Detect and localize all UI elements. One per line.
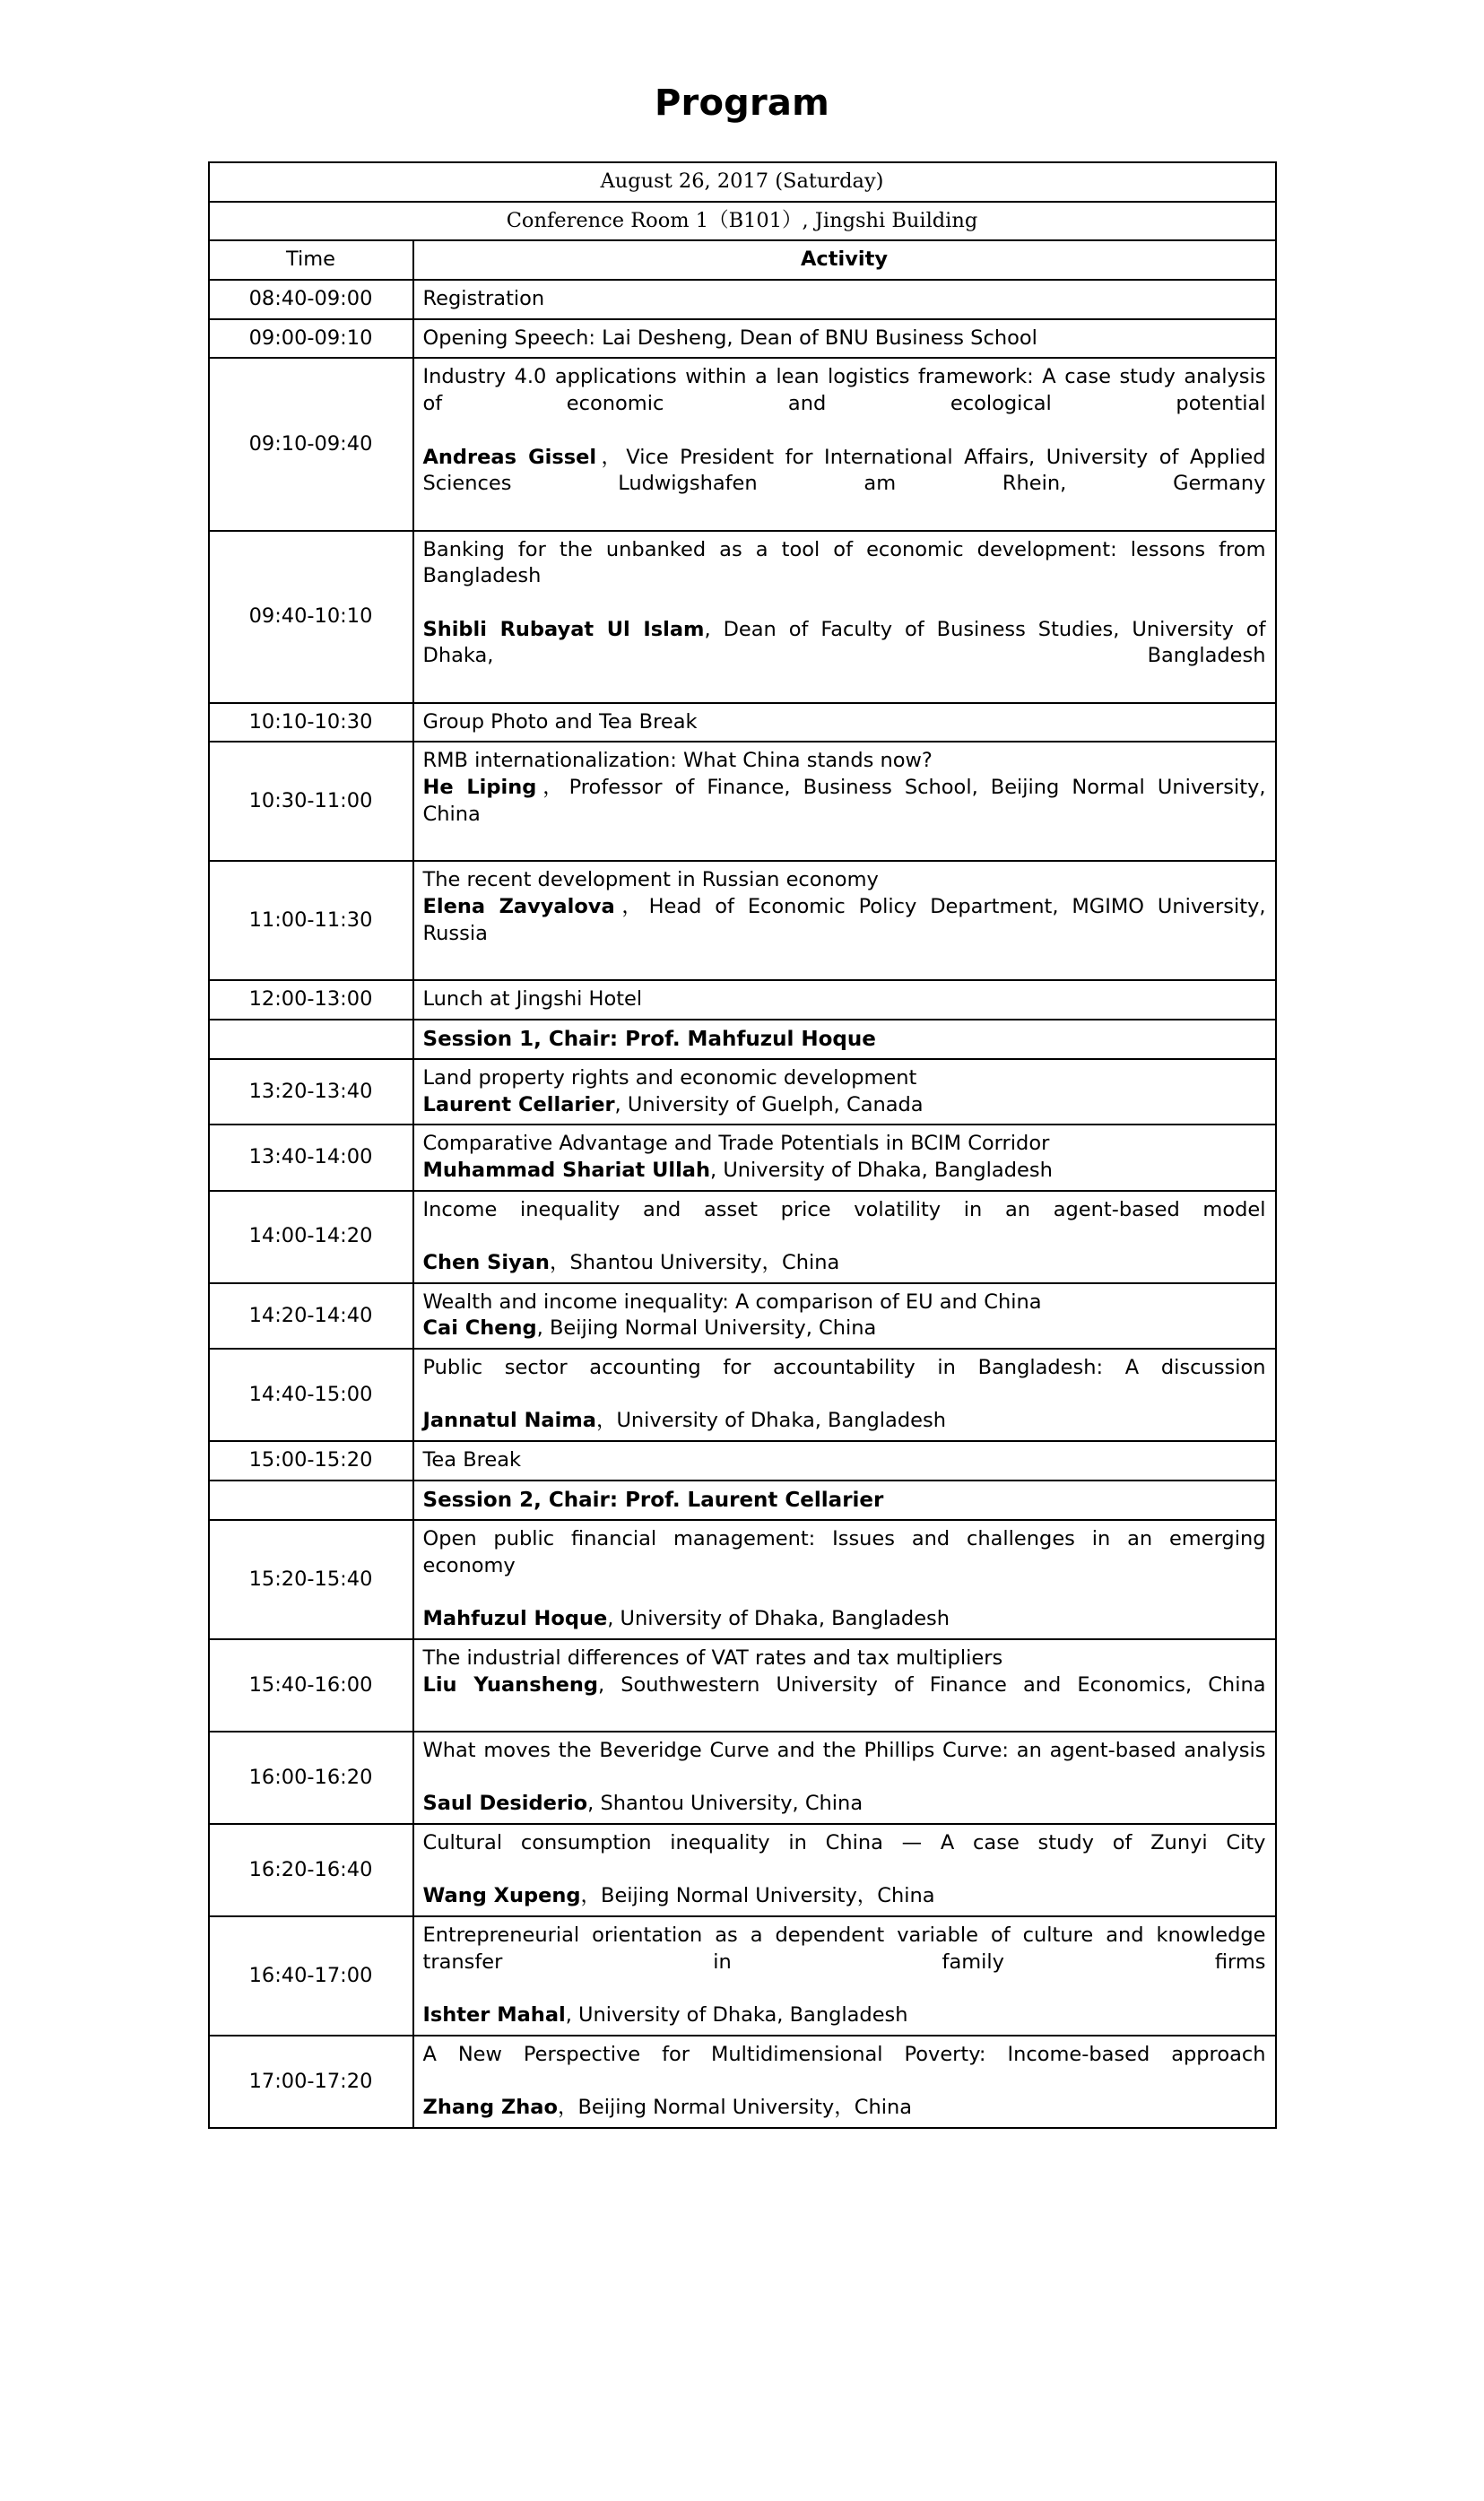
table-row-venue-banner [209,202,1276,241]
speaker-affiliation: ，Beijing Normal University，China [557,2096,913,2120]
talk-title: The industrial differences of VAT rates and tax multipliers [422,1646,1003,1670]
row-time: 16:20-16:40 [209,1824,413,1916]
row-activity [413,1283,1276,1349]
speaker-name: Mahfuzul Hoque [422,1607,608,1631]
talk-title: Open public financial management: Issues and challenges in an emerging economy [422,1527,1266,1577]
talk-title-line [423,1526,1266,1606]
speaker-name: Chen Siyan [422,1251,550,1275]
program-table [208,161,1277,2129]
talk-title: The recent development in Russian economy [422,868,879,892]
speaker-affiliation: ，Vice President for International Affairs, University of Applied Sciences Ludwigshafen am Rhein, Germany [422,445,1266,496]
talk-title: Wealth and income inequality: A comparison of EU and China [422,1290,1042,1314]
speaker-name: Elena Zavyalova [422,894,615,918]
speaker-name: Cai Cheng [422,1316,537,1341]
row-time: 14:20-14:40 [209,1283,413,1349]
speaker-line [423,445,1266,525]
speaker-affiliation: , Southwestern University of Finance and Economics, China [598,1672,1266,1697]
table-row-date-banner [209,162,1276,202]
speaker-affiliation: ，University of Dhaka, Bangladesh [595,1409,946,1433]
table-row [209,1349,1276,1441]
session-heading: Session 2, Chair: Prof. Laurent Cellarier [422,1488,884,1512]
speaker-affiliation: ，Shantou University，China [549,1251,840,1275]
row-activity [413,861,1276,980]
talk-title: Comparative Advantage and Trade Potentials in BCIM Corridor [422,1132,1050,1156]
speaker-line [423,1092,1266,1119]
table-row [209,1732,1276,1824]
speaker-affiliation: ，Professor of Finance, Business School, Beijing Normal University, China [422,776,1266,826]
speaker-affiliation: , University of Dhaka, Bangladesh [710,1158,1053,1182]
table-row [209,1191,1276,1283]
speaker-line [423,2095,1266,2122]
speaker-line [423,1791,1266,1818]
table-row [209,980,1276,1020]
table-row [209,1283,1276,1349]
talk-title-line [423,1830,1266,1883]
talk-title: Public sector accounting for accountability in Bangladesh: A discussion [422,1356,1266,1380]
table-row [209,531,1276,703]
talk-title-line [423,1355,1266,1408]
speaker-line [423,1606,1266,1633]
table-row [209,1125,1276,1190]
speaker-line [423,1408,1266,1435]
row-activity [413,2036,1276,2128]
talk-title-line [423,867,1266,894]
speaker-affiliation: , Dean of Faculty of Business Studies, University of Dhaka, Bangladesh [422,617,1266,668]
speaker-name: Laurent Cellarier [422,1092,615,1116]
speaker-affiliation: , University of Guelph, Canada [614,1092,924,1116]
table-row [209,319,1276,359]
talk-title: Banking for the unbanked as a tool of economic development: lessons from Bangladesh [422,537,1266,588]
talk-title-line [423,986,1266,1013]
talk-title: Land property rights and economic development [422,1065,917,1090]
talk-title-line [423,286,1266,313]
speaker-name: Muhammad Shariat Ullah [422,1158,711,1182]
speaker-affiliation: , Shantou University, China [587,1792,863,1816]
table-row [209,358,1276,530]
row-time: 09:00-09:10 [209,319,413,359]
row-time: 10:30-11:00 [209,742,413,861]
table-row [209,742,1276,861]
talk-title: Opening Speech: Lai Desheng, Dean of BNU Business School [422,326,1037,350]
speaker-line [423,617,1266,697]
row-activity [413,1916,1276,2036]
row-activity [413,1059,1276,1125]
page-title: Program [655,82,829,124]
date-banner: August 26, 2017 (Saturday) [209,162,1276,202]
speaker-affiliation: ，Head of Economic Policy Department, MGIMO University, Russia [422,894,1266,945]
row-time: 09:10-09:40 [209,358,413,530]
row-time: 08:40-09:00 [209,280,413,319]
row-time [209,1020,413,1059]
row-activity [413,1020,1276,1059]
row-activity [413,531,1276,703]
talk-title: Industry 4.0 applications within a lean logistics framework: A case study analysis of economic and ecological potential [422,365,1266,416]
talk-title-line [423,2042,1266,2095]
row-time: 16:00-16:20 [209,1732,413,1824]
talk-title-line [423,1646,1266,1672]
speaker-affiliation: , University of Dhaka, Bangladesh [607,1607,950,1631]
table-row [209,861,1276,980]
row-activity [413,280,1276,319]
row-activity [413,1481,1276,1520]
speaker-line [423,1316,1266,1342]
speaker-name: Saul Desiderio [422,1792,588,1816]
speaker-line [423,1158,1266,1185]
row-time [209,1481,413,1520]
speaker-affiliation: , University of Dhaka, Bangladesh [565,2003,908,2028]
table-row [209,1824,1276,1916]
row-activity [413,980,1276,1020]
talk-title-line [423,1131,1266,1158]
row-time: 11:00-11:30 [209,861,413,980]
row-activity [413,1824,1276,1916]
row-activity [413,1191,1276,1283]
table-row [209,1481,1276,1520]
row-time: 10:10-10:30 [209,703,413,742]
speaker-line [423,894,1266,974]
talk-title: Group Photo and Tea Break [422,709,698,734]
row-activity [413,358,1276,530]
row-time: 17:00-17:20 [209,2036,413,2128]
talk-title-line [423,1290,1266,1316]
speaker-name: Shibli Rubayat Ul Islam [422,617,705,641]
talk-title: A New Perspective for Multidimensional Poverty: Income-based approach [422,2042,1266,2066]
speaker-name: Ishter Mahal [422,2003,566,2028]
talk-title: Income inequality and asset price volatility in an agent-based model [422,1197,1266,1221]
row-activity [413,703,1276,742]
speaker-line [423,1883,1266,1910]
row-time: 14:40-15:00 [209,1349,413,1441]
row-time: 13:40-14:00 [209,1125,413,1190]
talk-title-line [423,364,1266,444]
speaker-line [423,775,1266,855]
talk-title-line [423,1447,1266,1474]
speaker-affiliation: ，Beijing Normal University，China [580,1884,935,1908]
table-row-header [209,240,1276,280]
speaker-name: Andreas Gissel [422,445,597,469]
talk-title-line [423,1923,1266,2002]
row-activity [413,1349,1276,1441]
row-activity [413,319,1276,359]
table-row [209,1020,1276,1059]
speaker-line [423,2002,1266,2029]
row-activity [413,1520,1276,1639]
program-table-body [209,162,1276,2128]
speaker-line [423,1672,1266,1725]
row-time: 12:00-13:00 [209,980,413,1020]
speaker-name: He Liping [422,776,537,800]
talk-title-line [423,1197,1266,1250]
table-row [209,1916,1276,2036]
column-header-activity: Activity [413,240,1276,280]
row-time: 09:40-10:10 [209,531,413,703]
talk-title: Registration [422,287,545,311]
table-row [209,1059,1276,1125]
talk-title: Lunch at Jingshi Hotel [422,986,643,1011]
row-time: 15:00-15:20 [209,1441,413,1481]
session-heading: Session 1, Chair: Prof. Mahfuzul Hoque [422,1027,876,1051]
speaker-affiliation: , Beijing Normal University, China [536,1316,877,1341]
talk-title-line [423,709,1266,736]
talk-title: Entrepreneurial orientation as a dependent variable of culture and knowledge transfer in family firms [422,1924,1266,1974]
table-row [209,1441,1276,1481]
row-activity [413,1732,1276,1824]
talk-title-line [423,748,1266,775]
row-activity [413,1125,1276,1190]
row-activity [413,742,1276,861]
talk-title-line [423,326,1266,352]
talk-title-line [423,1738,1266,1791]
talk-title: Cultural consumption inequality in China — A case study of Zunyi City [422,1831,1266,1855]
row-activity [413,1639,1276,1732]
table-row [209,1520,1276,1639]
talk-title-line [423,537,1266,617]
row-activity [413,1441,1276,1481]
talk-title-line [423,1065,1266,1092]
talk-title: Tea Break [422,1448,522,1472]
row-time: 14:00-14:20 [209,1191,413,1283]
table-row [209,1639,1276,1732]
row-time: 16:40-17:00 [209,1916,413,2036]
speaker-line [423,1250,1266,1277]
speaker-name: Liu Yuansheng [422,1672,598,1697]
row-time: 15:20-15:40 [209,1520,413,1639]
table-row [209,2036,1276,2128]
talk-title: What moves the Beveridge Curve and the Phillips Curve: an agent-based analysis [422,1739,1266,1763]
speaker-name: Zhang Zhao [422,2096,558,2120]
table-row [209,280,1276,319]
speaker-name: Wang Xupeng [422,1884,581,1908]
row-time: 15:40-16:00 [209,1639,413,1732]
venue-banner: Conference Room 1（B101）, Jingshi Building [209,202,1276,241]
speaker-name: Jannatul Naima [422,1409,596,1433]
talk-title: RMB internationalization: What China stands now? [422,749,933,773]
column-header-time: Time [209,240,413,280]
table-row [209,703,1276,742]
row-time: 13:20-13:40 [209,1059,413,1125]
